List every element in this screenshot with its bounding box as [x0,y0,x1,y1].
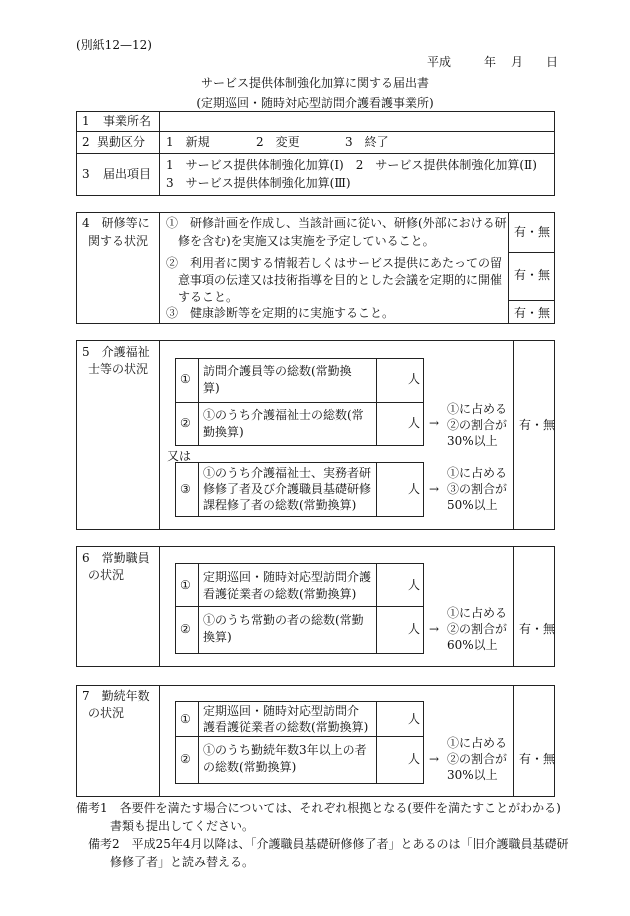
row3-label-2: 修修了者及び介護職員基礎研修 [203,482,372,496]
business-name-field[interactable] [161,113,551,130]
ratio1-arrow: → [429,416,440,430]
ratio2-line1: ①に占める [447,466,508,480]
training-item1-line2: 修を含む)を実施又は実施を予定していること。 [178,234,435,248]
note1-line1: 備考1 各要件を満たす場合については、それぞれ根拠となる(要件を満たすことがわかる) [76,801,561,815]
form-subtitle: (定期巡回・随時対応型訪問介護看護事業所) [196,96,434,110]
note2-line1: 備考2 平成25年4月以降は、「介護職員基礎研修修了者」とあるのは「旧介護職員基礎研 [88,837,569,851]
sec1-num: 1 [82,114,90,128]
fulltime-arrow: → [429,622,440,636]
training-item2-line2: 意事項の伝達又は技術指導を目的とした会議を定期的に開催 [178,273,503,287]
tenure-arrow: → [429,752,440,766]
fulltime-row2-label-1: ①のうち常勤の者の総数(常勤 [203,613,364,627]
tenure-row2-num: ② [180,752,191,766]
care-worker-yesno[interactable]: 有・無 [519,418,556,432]
tenure-ratio-line1: ①に占める [447,736,508,750]
tenure-ratio-line3: 30%以上 [447,768,498,782]
row1-label-2: 算) [203,381,220,395]
training-item2-yesno[interactable]: 有・無 [514,268,551,282]
sec6-label-1: 6 常勤職員 [82,551,150,565]
form-code: (別紙12—12) [76,38,152,52]
note2-line2: 修修了者」と読み替える。 [110,855,255,869]
date-year: 年 [484,55,497,69]
sec5-label-2: 士等の状況 [88,362,149,376]
fulltime-row1-unit[interactable]: 人 [408,578,421,592]
fulltime-row1-label-1: 定期巡回・随時対応型訪問介護 [203,570,372,584]
ratio2-line3: 50%以上 [447,498,498,512]
training-item3: ③ 健康診断等を定期的に実施すること。 [166,306,395,320]
ratio1-line1: ①に占める [447,402,508,416]
date-month: 月 [511,55,524,69]
sec7-label-2: の状況 [88,706,125,720]
fulltime-row1-num: ① [180,578,191,592]
sec4-label-2: 関する状況 [88,234,149,248]
tenure-row2-label-1: ①のうち勤続年数3年以上の者 [203,743,367,757]
training-item2-line1: ② 利用者に関する情報若しくはサービス提供にあたっての留 [166,256,503,270]
sec2-num: 2 [82,135,90,149]
training-item1-yesno[interactable]: 有・無 [514,225,551,239]
row1-unit[interactable]: 人 [408,372,421,386]
fulltime-ratio-line3: 60%以上 [447,638,498,652]
row2-label-2: 勤換算) [203,425,244,439]
tenure-row1-label-2: 護看護従業者の総数(常勤換算) [203,720,369,734]
sec3-num: 3 [82,167,90,181]
ratio1-line3: 30%以上 [447,434,498,448]
notify-item-line2[interactable]: 3 サービス提供体制強化加算(Ⅲ) [166,176,351,190]
row2-unit[interactable]: 人 [408,416,421,430]
or-label: 又は [167,449,192,463]
tenure-row1-label-1: 定期巡回・随時対応型訪問介 [203,704,360,718]
sec4-label-1: 4 研修等に [82,216,150,230]
row3-label-3: 課程修了者の総数(常勤換算) [203,498,357,512]
sec6-label-2: の状況 [88,568,125,582]
notify-item-line1[interactable]: 1 サービス提供体制強化加算(Ⅰ) 2 サービス提供体制強化加算(Ⅱ) [166,158,537,172]
fulltime-row1-label-2: 看護従業者の総数(常勤換算) [203,587,357,601]
ratio2-arrow: → [429,482,440,496]
fulltime-yesno[interactable]: 有・無 [519,622,556,636]
tenure-row2-unit[interactable]: 人 [408,752,421,766]
row1-num: ① [180,372,191,386]
date-era: 平成 [427,55,452,69]
sec5-label-1: 5 介護福祉 [82,345,150,359]
sec1-label: 事業所名 [103,114,152,128]
sec3-label: 届出項目 [103,167,152,181]
training-item2-line3: すること。 [178,290,239,304]
tenure-yesno[interactable]: 有・無 [519,752,556,766]
fulltime-row2-unit[interactable]: 人 [408,622,421,636]
fulltime-row2-label-2: 換算) [203,630,232,644]
fulltime-ratio-line2: ②の割合が [447,622,508,636]
tenure-row2-label-2: の総数(常勤換算) [203,760,297,774]
sec7-label-1: 7 勤続年数 [82,689,150,703]
row3-label-1: ①のうち介護福祉士、実務者研 [203,466,372,480]
form-title: サービス提供体制強化加算に関する届出書 [200,76,429,90]
note1-line2: 書類も提出してください。 [110,819,255,833]
row2-label-1: ①のうち介護福祉士の総数(常 [203,408,364,422]
date-day: 日 [546,55,559,69]
training-item1-line1: ① 研修計画を作成し、当該計画に従い、研修(外部における研 [166,216,507,230]
training-item3-yesno[interactable]: 有・無 [514,306,551,320]
tenure-ratio-line2: ②の割合が [447,752,508,766]
fulltime-row2-num: ② [180,622,191,636]
ratio2-line2: ③の割合が [447,482,508,496]
sec2-label: 異動区分 [97,135,146,149]
row3-num: ③ [180,482,191,496]
tenure-row1-unit[interactable]: 人 [408,712,421,726]
row3-unit[interactable]: 人 [408,482,421,496]
ratio1-line2: ②の割合が [447,418,508,432]
row1-label-1: 訪問介護員等の総数(常勤換 [203,364,352,378]
change-option-change[interactable]: 2 変更 [256,135,300,149]
fulltime-ratio-line1: ①に占める [447,606,508,620]
row2-num: ② [180,416,191,430]
change-option-end[interactable]: 3 終了 [345,135,389,149]
change-option-new[interactable]: 1 新規 [166,135,210,149]
tenure-row1-num: ① [180,712,191,726]
